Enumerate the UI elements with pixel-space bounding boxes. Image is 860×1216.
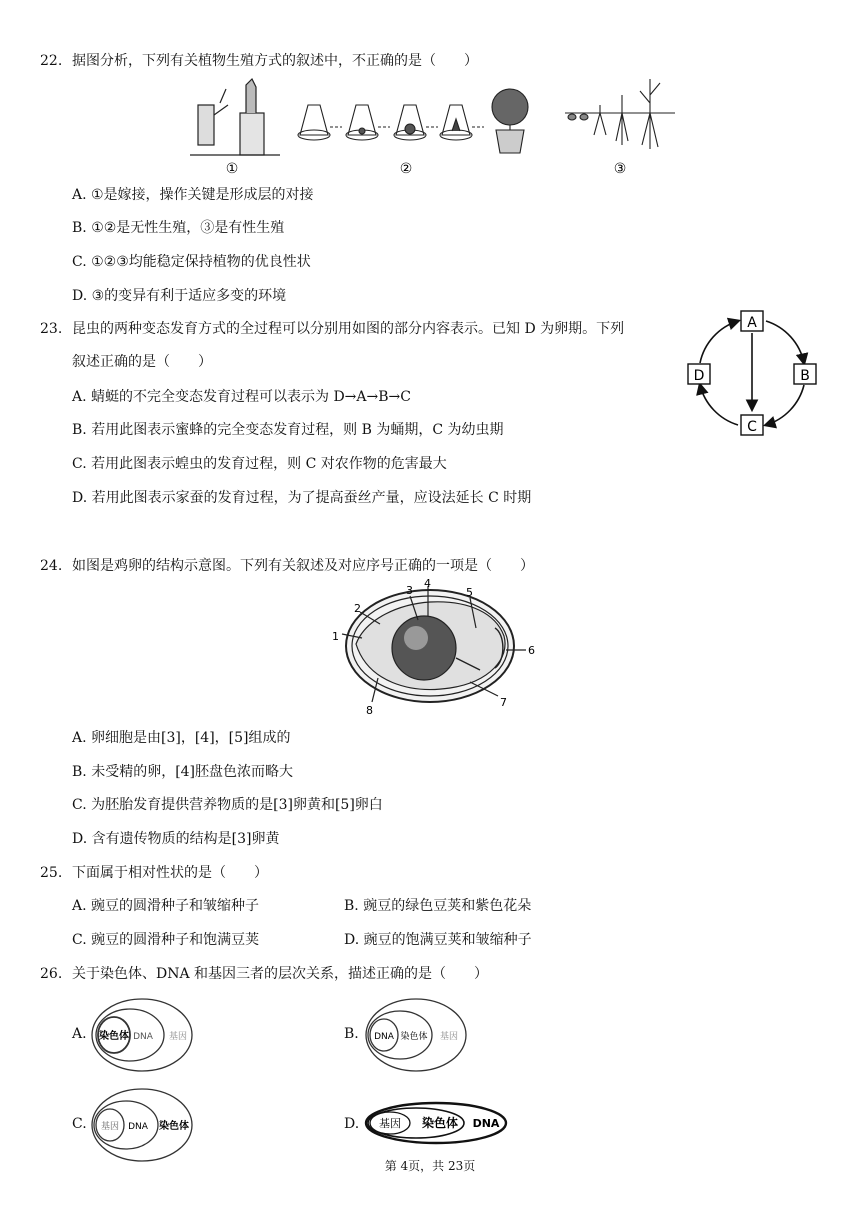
q26-a-middle: DNA (133, 1032, 153, 1042)
q24-option-a: A. 卵细胞是由[3]，[4]，[5]组成的 (72, 730, 291, 746)
q26-option-d-diagram (364, 1100, 514, 1146)
q26-a-inner: 染色体 (99, 1031, 129, 1042)
insect-development-cycle-figure (680, 305, 830, 440)
egg-part-label-2: 2 (354, 602, 361, 615)
q26-b-inner: DNA (374, 1032, 394, 1042)
egg-part-label-8: 8 (366, 704, 373, 717)
egg-part-label-3: 3 (406, 584, 413, 597)
question-text: 据图分析，下列有关植物生殖方式的叙述中，不正确的是（ ） (72, 53, 478, 69)
question-number: 26. (40, 966, 63, 982)
q26-d-middle: 染色体 (421, 1116, 459, 1130)
q23-option-a: A. 蜻蜓的不完全变态发育过程可以表示为 D→A→B→C (72, 389, 411, 405)
q23-option-c: C. 若用此图表示蝗虫的发育过程，则 C 对农作物的危害最大 (72, 456, 447, 472)
stage-a-label: A (747, 315, 757, 331)
q26-option-a-letter: A. (72, 1026, 87, 1042)
question-22-stem (40, 50, 478, 70)
question-23-stem (40, 318, 624, 338)
q26-option-b-letter: B. (344, 1026, 359, 1042)
seed-germination-illustration (565, 79, 675, 149)
q26-option-b-diagram (364, 995, 474, 1075)
q26-c-inner: 基因 (100, 1122, 120, 1132)
q26-b-middle: 染色体 (400, 1032, 428, 1042)
q22-option-a: A. ①是嫁接，操作关键是形成层的对接 (72, 187, 314, 203)
q22-option-b: B. ①②是无性生殖，③是有性生殖 (72, 220, 285, 236)
figure-label-3: ③ (613, 161, 627, 177)
q26-d-inner: 基因 (379, 1117, 401, 1130)
q24-option-b: B. 未受精的卵，[4]胚盘色浓而略大 (72, 764, 294, 780)
q26-c-outer: 染色体 (159, 1121, 189, 1132)
question-text: 下面属于相对性状的是（ ） (72, 865, 268, 881)
q22-option-d: D. ③的变异有利于适应多变的环境 (72, 288, 287, 304)
question-text-line1: 昆虫的两种变态发育方式的全过程可以分别用如图的部分内容表示。已知 D 为卵期。下列 (72, 321, 625, 337)
chicken-egg-structure-figure (320, 578, 550, 718)
question-24-stem (40, 555, 534, 575)
q22-option-c: C. ①②③均能稳定保持植物的优良性状 (72, 254, 311, 270)
tissue-culture-illustration (298, 89, 528, 153)
q25-option-a: A. 豌豆的圆滑种子和皱缩种子 (72, 898, 260, 914)
egg-part-label-4: 4 (424, 578, 431, 590)
question-number: 24. (40, 558, 63, 574)
q26-b-outer: 基因 (439, 1032, 459, 1042)
q26-option-c-diagram (90, 1085, 200, 1165)
question-number: 22. (40, 53, 63, 69)
q26-option-a-diagram (90, 995, 200, 1075)
egg-part-label-1: 1 (332, 630, 339, 643)
q25-option-b: B. 豌豆的绿色豆荚和紫色花朵 (344, 898, 532, 914)
egg-part-label-7: 7 (500, 696, 507, 709)
q26-a-outer: 基因 (168, 1032, 188, 1042)
question-text: 关于染色体、DNA 和基因三者的层次关系，描述正确的是（ ） (72, 966, 489, 982)
question-26-stem (40, 963, 488, 983)
stage-b-label: B (800, 368, 810, 384)
q26-option-c-letter: C. (72, 1116, 87, 1132)
egg-part-label-5: 5 (466, 586, 473, 599)
q26-c-middle: DNA (128, 1122, 148, 1132)
question-text-line2: 叙述正确的是（ ） (72, 354, 212, 370)
plant-reproduction-figure (180, 75, 680, 180)
figure-label-2: ② (399, 161, 413, 177)
q25-option-c: C. 豌豆的圆滑种子和饱满豆荚 (72, 932, 260, 948)
stage-c-label: C (747, 419, 757, 435)
question-number: 23. (40, 321, 63, 337)
q24-option-d: D. 含有遗传物质的结构是[3]卵黄 (72, 831, 280, 847)
grafting-illustration (190, 79, 280, 155)
page-footer: 第 4页，共 23页 (384, 1159, 476, 1173)
q25-option-d: D. 豌豆的饱满豆荚和皱缩种子 (344, 932, 532, 948)
question-text: 如图是鸡卵的结构示意图。下列有关叙述及对应序号正确的一项是（ ） (72, 558, 534, 574)
egg-part-label-6: 6 (528, 644, 535, 657)
figure-label-1: ① (225, 161, 239, 177)
question-25-stem (40, 862, 268, 882)
q26-option-d-letter: D. (344, 1116, 360, 1132)
q23-option-d: D. 若用此图表示家蚕的发育过程，为了提高蚕丝产量，应设法延长 C 时期 (72, 490, 532, 506)
q26-d-outer: DNA (472, 1117, 500, 1130)
q24-option-c: C. 为胚胎发育提供营养物质的是[3]卵黄和[5]卵白 (72, 797, 383, 813)
stage-d-label: D (693, 368, 705, 384)
q23-option-b: B. 若用此图表示蜜蜂的完全变态发育过程，则 B 为蛹期，C 为幼虫期 (72, 422, 504, 438)
question-number: 25. (40, 865, 63, 881)
